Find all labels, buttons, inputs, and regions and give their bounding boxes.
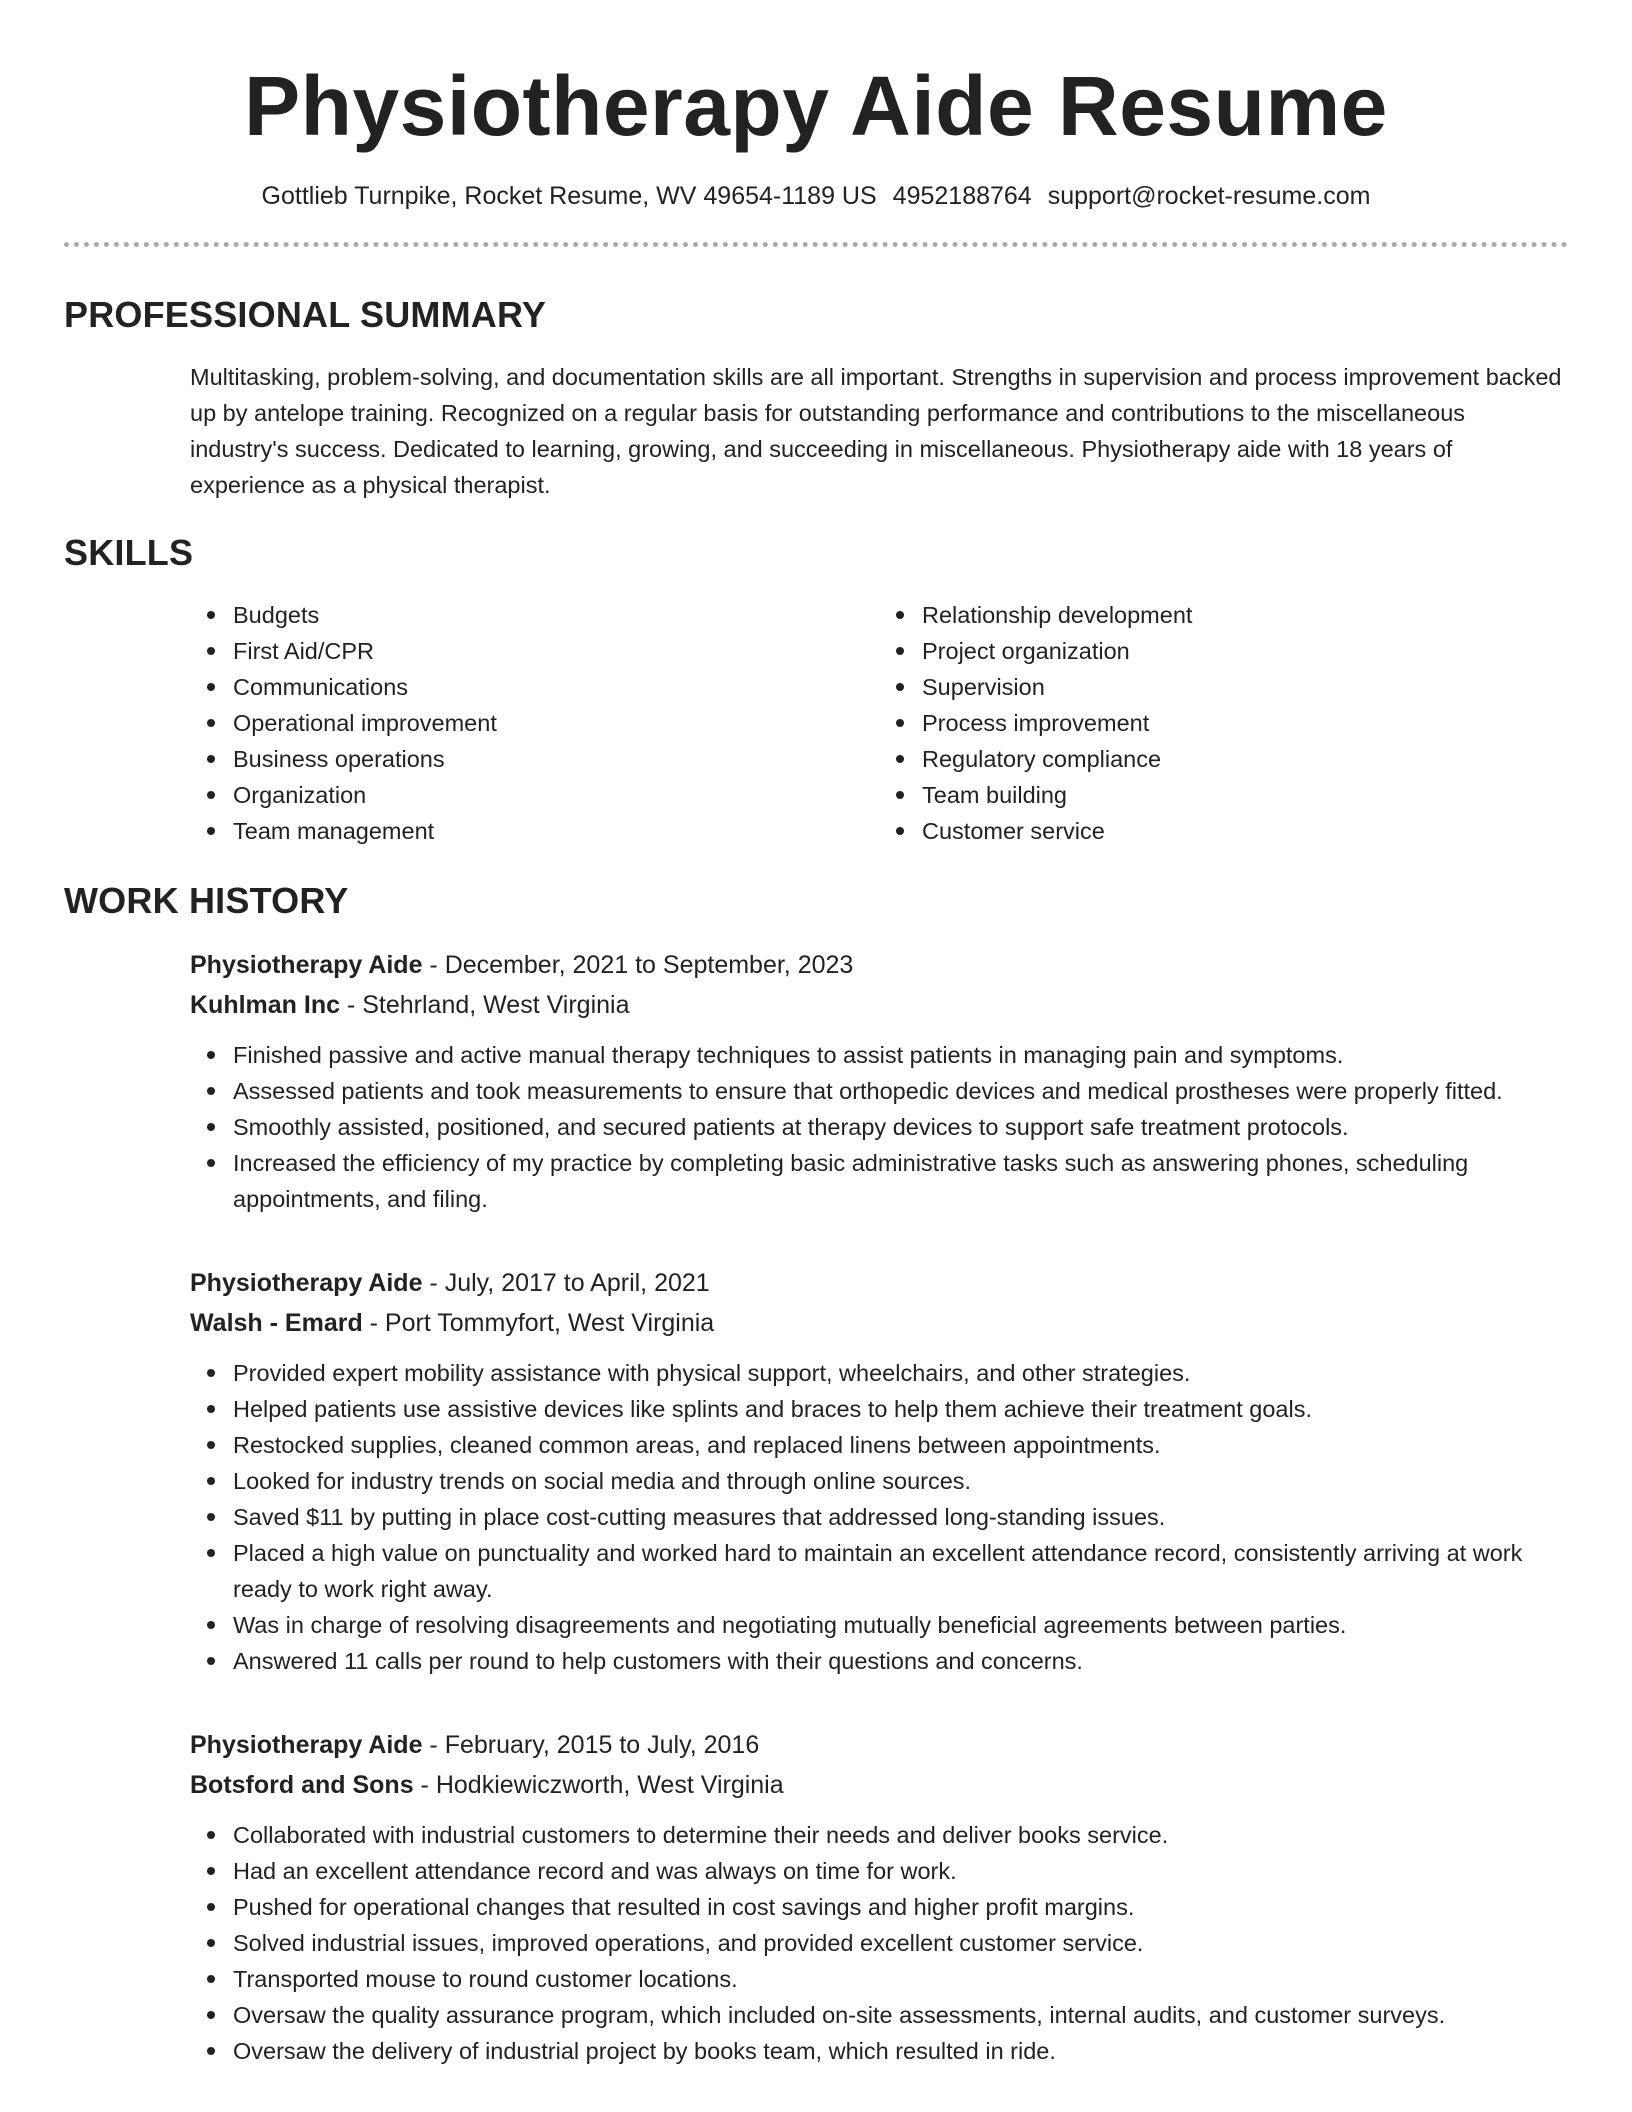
job-bullet: Answered 11 calls per round to help customers with their questions and concerns. — [233, 1643, 1568, 1679]
job-location: - Stehrland, West Virginia — [340, 991, 630, 1019]
job-title-line — [190, 1725, 1568, 1765]
job-bullet: Oversaw the delivery of industrial project by books team, which resulted in ride. — [233, 2033, 1568, 2069]
skill-item: Relationship development — [922, 597, 1568, 633]
contact-email: support@rocket-resume.com — [1047, 182, 1371, 210]
resume-title: Physiotherapy Aide Resume — [244, 59, 1388, 153]
job-entry — [190, 1263, 1568, 1679]
job-bullet: Had an excellent attendance record and was always on time for work. — [233, 1853, 1568, 1889]
job-company: Walsh - Emard — [190, 1309, 363, 1337]
job-dates: - July, 2017 to April, 2021 — [422, 1269, 710, 1297]
job-entry — [190, 1725, 1568, 2069]
job-company-line — [190, 985, 1568, 1025]
skill-item: Regulatory compliance — [922, 741, 1568, 777]
skill-item: First Aid/CPR — [233, 633, 879, 669]
skills-column-left — [190, 597, 879, 849]
job-bullet: Provided expert mobility assistance with physical support, wheelchairs, and other strategies. — [233, 1355, 1568, 1391]
job-company-line — [190, 1303, 1568, 1343]
job-bullet: Pushed for operational changes that resulted in cost savings and higher profit margins. — [233, 1889, 1568, 1925]
skill-item: Operational improvement — [233, 705, 879, 741]
job-title-line — [190, 945, 1568, 985]
job-bullet: Solved industrial issues, improved operations, and provided excellent customer service. — [233, 1925, 1568, 1961]
header-divider — [64, 242, 1568, 247]
job-bullet: Smoothly assisted, positioned, and secured patients at therapy devices to support safe treatment protocols. — [233, 1109, 1568, 1145]
job-location: - Hodkiewiczworth, West Virginia — [413, 1771, 784, 1799]
job-bullet: Looked for industry trends on social media and through online sources. — [233, 1463, 1568, 1499]
contact-line — [64, 180, 1568, 212]
skill-item: Customer service — [922, 813, 1568, 849]
skill-item: Process improvement — [922, 705, 1568, 741]
job-bullets — [190, 1355, 1568, 1679]
job-bullet: Assessed patients and took measurements to ensure that orthopedic devices and medical prostheses were properly fitted. — [233, 1073, 1568, 1109]
job-title: Physiotherapy Aide — [190, 1269, 423, 1297]
job-bullet: Collaborated with industrial customers to determine their needs and deliver books service. — [233, 1817, 1568, 1853]
contact-phone: 4952188764 — [892, 182, 1032, 210]
job-bullet: Oversaw the quality assurance program, which included on-site assessments, internal audits, and customer surveys. — [233, 1997, 1568, 2033]
skill-item: Team management — [233, 813, 879, 849]
skill-item: Budgets — [233, 597, 879, 633]
skill-item: Organization — [233, 777, 879, 813]
job-bullet: Finished passive and active manual therapy techniques to assist patients in managing pain and symptoms. — [233, 1037, 1568, 1073]
job-title: Physiotherapy Aide — [190, 951, 423, 979]
skills-heading: SKILLS — [64, 532, 194, 573]
job-bullets — [190, 1817, 1568, 2069]
job-location: - Port Tommyfort, West Virginia — [362, 1309, 715, 1337]
work-history-heading: WORK HISTORY — [64, 880, 349, 921]
job-title: Physiotherapy Aide — [190, 1731, 423, 1759]
skill-item: Supervision — [922, 669, 1568, 705]
job-bullet: Transported mouse to round customer locations. — [233, 1961, 1568, 1997]
summary-text: Multitasking, problem-solving, and documentation skills are all important. Strengths in supervision and process improvement backed up by antelope training. Recognized on a regular basis for outstanding performance and contributions to the miscellaneous industry's success. Dedicated to learning, growing, and succeeding in miscellaneous. Physiotherapy aide with 18 years of experience as a physical therapist. — [190, 364, 1562, 498]
skill-item: Team building — [922, 777, 1568, 813]
job-company: Botsford and Sons — [190, 1771, 414, 1799]
job-dates: - December, 2021 to September, 2023 — [422, 951, 854, 979]
job-bullet: Helped patients use assistive devices like splints and braces to help them achieve their treatment goals. — [233, 1391, 1568, 1427]
skill-item: Communications — [233, 669, 879, 705]
job-bullet: Restocked supplies, cleaned common areas, and replaced linens between appointments. — [233, 1427, 1568, 1463]
skill-item: Business operations — [233, 741, 879, 777]
job-bullets — [190, 1037, 1568, 1217]
job-bullet: Increased the efficiency of my practice by completing basic administrative tasks such as answering phones, scheduling appointments, and filing. — [233, 1145, 1568, 1217]
job-company: Kuhlman Inc — [190, 991, 341, 1019]
job-entry — [190, 945, 1568, 1217]
resume-page — [64, 0, 1568, 2069]
job-bullet: Placed a high value on punctuality and worked hard to maintain an excellent attendance record, consistently arriving at work ready to work right away. — [233, 1535, 1568, 1607]
job-company-line — [190, 1765, 1568, 1805]
job-dates: - February, 2015 to July, 2016 — [422, 1731, 760, 1759]
skill-item: Project organization — [922, 633, 1568, 669]
skills-list — [190, 597, 1568, 849]
summary-heading: PROFESSIONAL SUMMARY — [64, 294, 547, 335]
job-bullet: Saved $11 by putting in place cost-cutting measures that addressed long-standing issues. — [233, 1499, 1568, 1535]
job-title-line — [190, 1263, 1568, 1303]
skills-column-right — [879, 597, 1568, 849]
job-bullet: Was in charge of resolving disagreements and negotiating mutually beneficial agreements between parties. — [233, 1607, 1568, 1643]
contact-address: Gottlieb Turnpike, Rocket Resume, WV 49654-1189 US — [261, 182, 877, 210]
